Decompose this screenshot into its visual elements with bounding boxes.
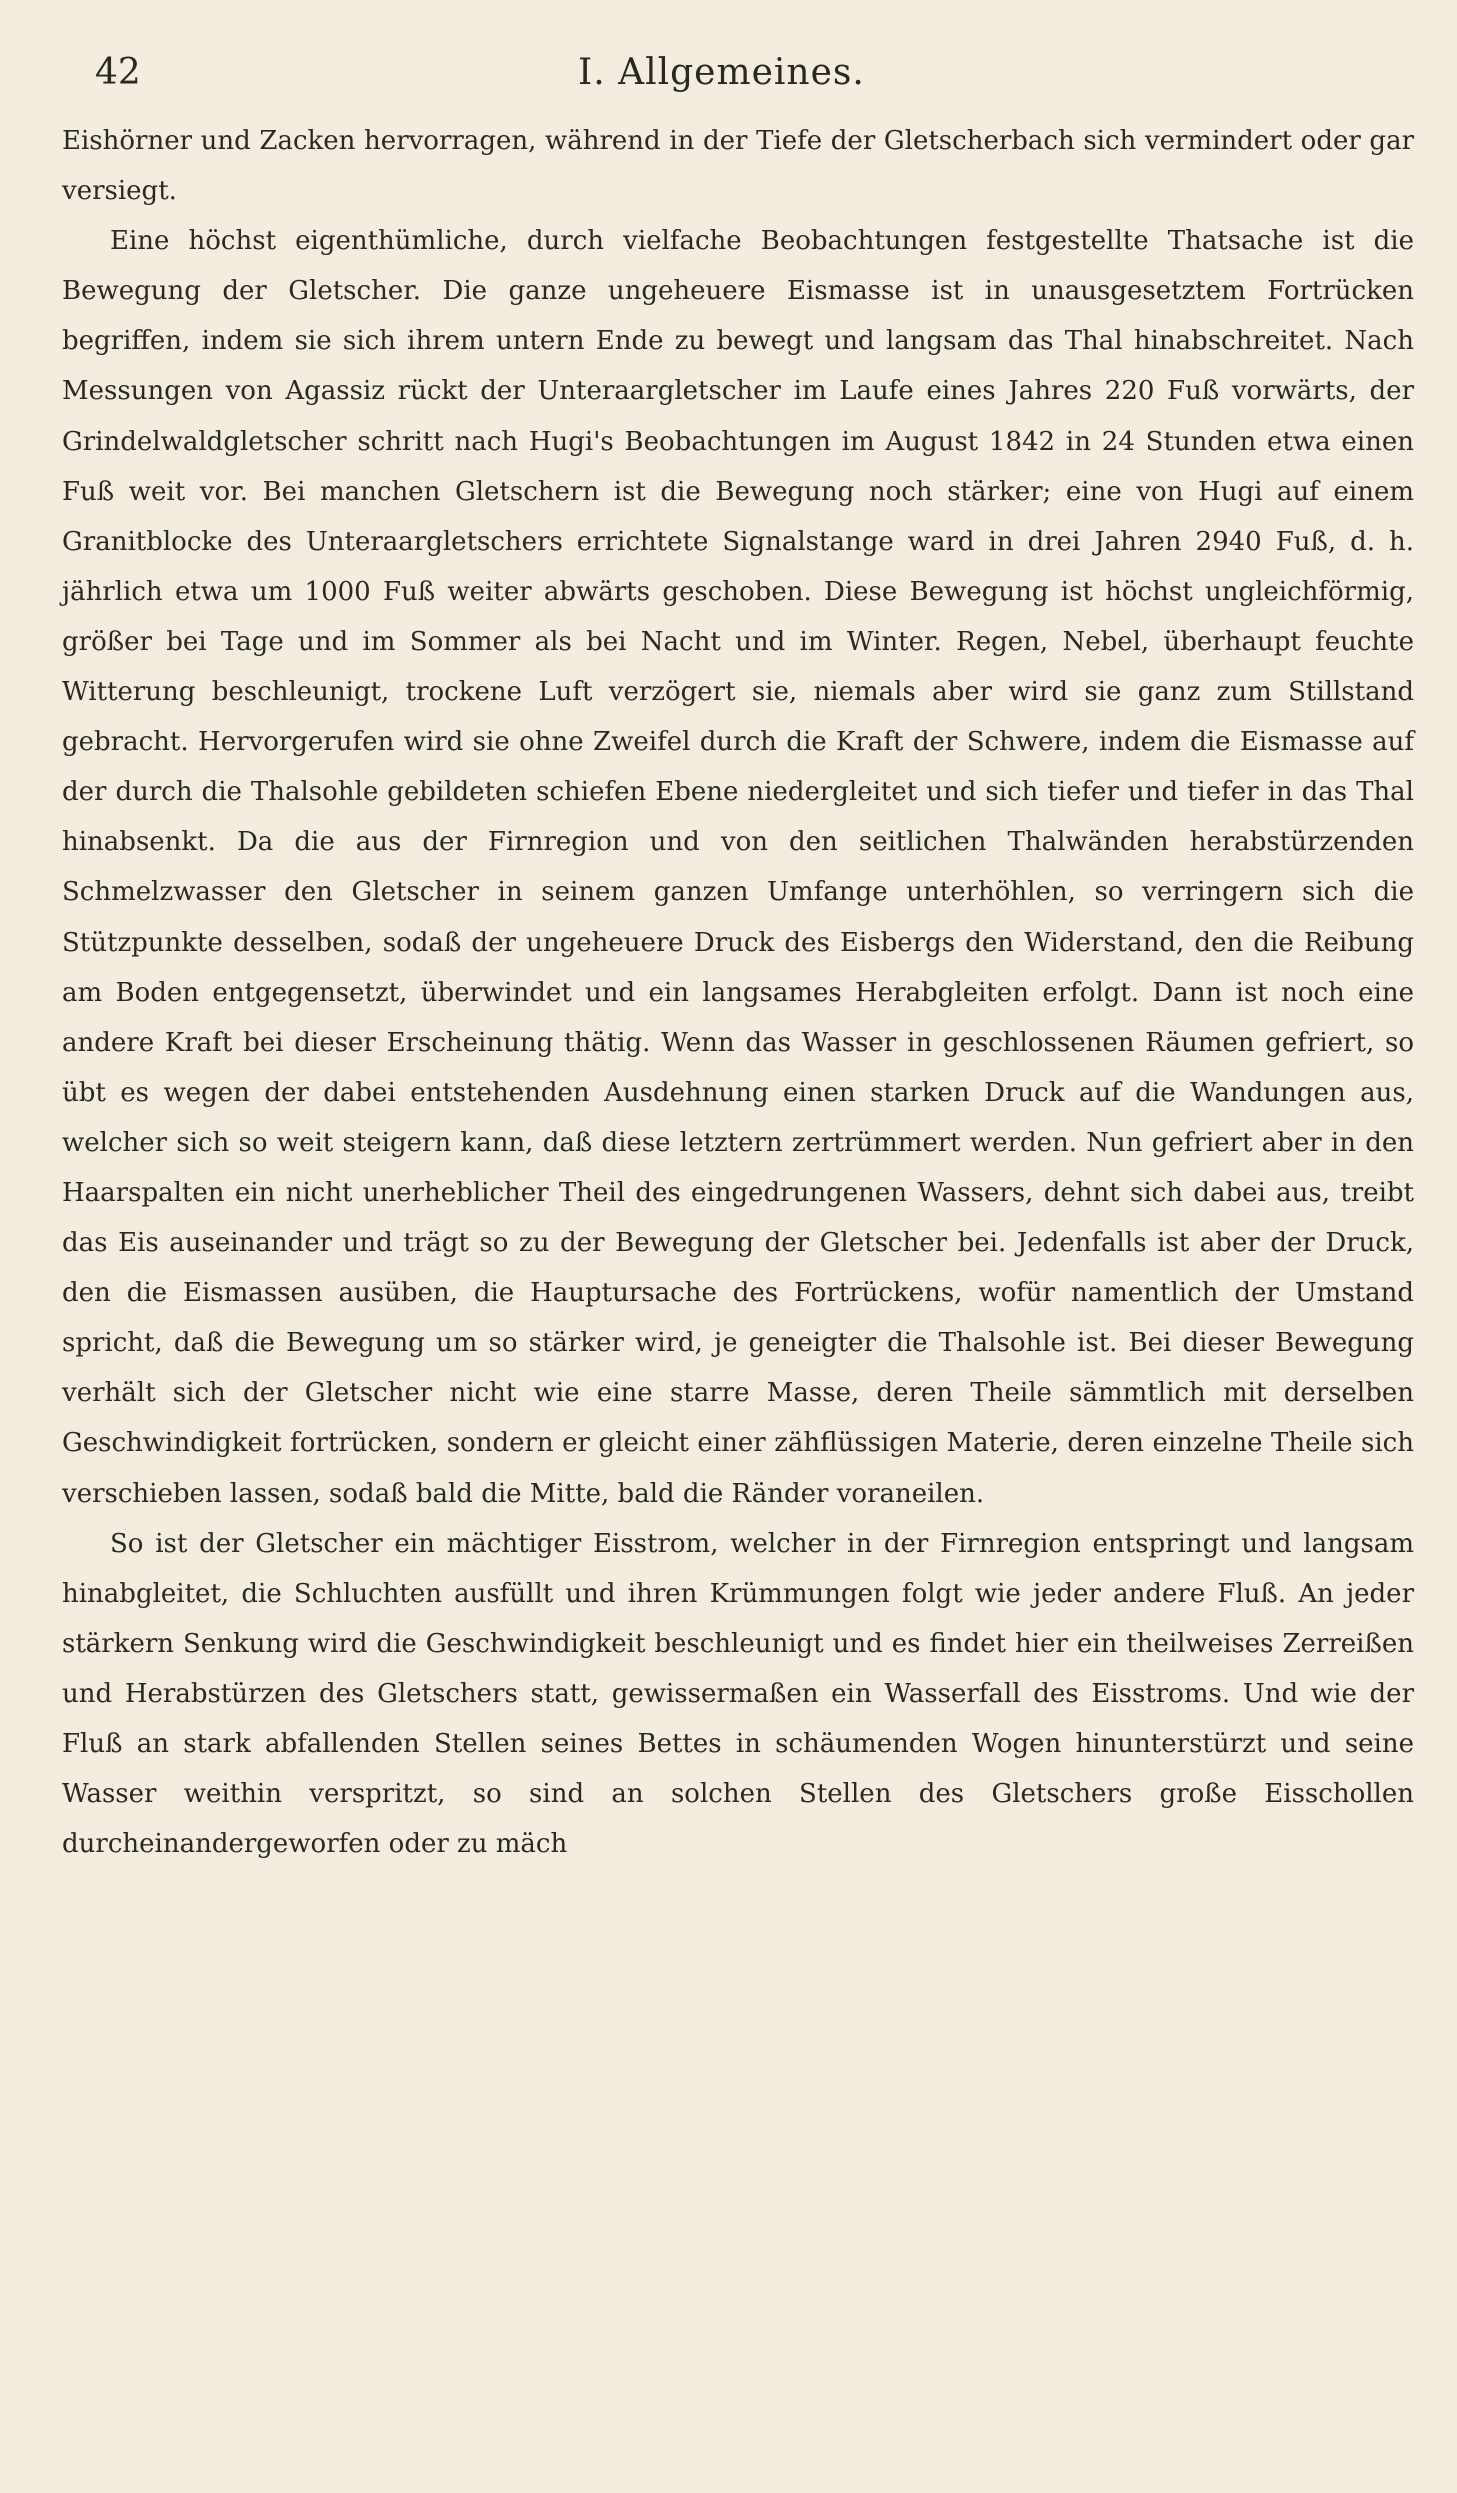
page-header	[95, 52, 1362, 100]
page-number: 42	[95, 52, 141, 93]
paragraph-glacier-movement: Eine höchst eigenthümliche, durch vielfache Beobachtungen festgestellte Thatsache ist die Bewegung der Gletscher. Die ganze ungeheuere Eismasse ist in unausgesetztem Fortrücken begriffen, indem sie sich ihrem untern Ende zu bewegt und langsam das Thal hinabschreitet. Nach Messungen von Agassiz rückt der Unteraargletscher im Laufe eines Jahres 220 Fuß vorwärts, der Grindelwaldgletscher schritt nach Hugi's Beobachtungen im August 1842 in 24 Stunden etwa einen Fuß weit vor. Bei manchen Gletschern ist die Bewegung noch stärker; eine von Hugi auf einem Granitblocke des Unteraargletschers errichtete Signalstange ward in drei Jahren 2940 Fuß, d. h. jährlich etwa um 1000 Fuß weiter abwärts geschoben. Diese Bewegung ist höchst ungleichförmig, größer bei Tage und im Sommer als bei Nacht und im Winter. Regen, Nebel, überhaupt feuchte Witterung beschleunigt, trockene Luft verzögert sie, niemals aber wird sie ganz zum Stillstand gebracht. Hervorgerufen wird sie ohne Zweifel durch die Kraft der Schwere, indem die Eismasse auf der durch die Thalsohle gebildeten schiefen Ebene niedergleitet und sich tiefer und tiefer in das Thal hinabsenkt. Da die aus der Firnregion und von den seitlichen Thalwänden herabstürzenden Schmelzwasser den Gletscher in seinem ganzen Umfange unterhöhlen, so verringern sich die Stützpunkte desselben, sodaß der ungeheuere Druck des Eisbergs den Widerstand, den die Reibung am Boden entgegensetzt, überwindet und ein langsames Herabgleiten erfolgt. Dann ist noch eine andere Kraft bei dieser Erscheinung thätig. Wenn das Wasser in geschlossenen Räumen gefriert, so übt es wegen der dabei entstehenden Ausdehnung einen starken Druck auf die Wandungen aus, welcher sich so weit steigern kann, daß diese letztern zertrümmert werden. Nun gefriert aber in den Haarspalten ein nicht unerheblicher Theil des eingedrungenen Wassers, dehnt sich dabei aus, treibt das Eis auseinander und trägt so zu der Bewegung der Gletscher bei. Jedenfalls ist aber der Druck, den die Eismassen ausüben, die Hauptursache des Fortrückens, wofür namentlich der Umstand spricht, daß die Bewegung um so stärker wird, je geneigter die Thalsohle ist. Bei dieser Bewegung verhält sich der Gletscher nicht wie eine starre Masse, deren Theile sämmtlich mit derselben Geschwindigkeit fortrücken, sondern er gleicht einer zähflüssigen Materie, deren einzelne Theile sich verschieben lassen, sodaß bald die Mitte, bald die Ränder voraneilen.	[62, 226, 1414, 1509]
running-head: I. Allgemeines.	[577, 52, 865, 93]
paragraph-ice-stream: So ist der Gletscher ein mächtiger Eisstrom, welcher in der Firnregion entspringt und langsam hinabgleitet, die Schluchten ausfüllt und ihren Krümmungen folgt wie jeder andere Fluß. An jeder stärkern Senkung wird die Geschwindigkeit beschleunigt und es findet hier ein theilweises Zerreißen und Herabstürzen des Gletschers statt, gewissermaßen ein Wasserfall des Eisstroms. Und wie der Fluß an stark abfallenden Stellen seines Bettes in schäumenden Wogen hinunterstürzt und seine Wasser weithin verspritzt, so sind an solchen Stellen des Gletschers große Eisschollen durcheinandergeworfen oder zu mäch	[62, 1528, 1414, 1860]
paragraph-continued: Eishörner und Zacken hervorragen, während in der Tiefe der Gletscherbach sich vermindert oder gar versiegt.	[62, 126, 1414, 207]
body-text	[62, 116, 1414, 2423]
